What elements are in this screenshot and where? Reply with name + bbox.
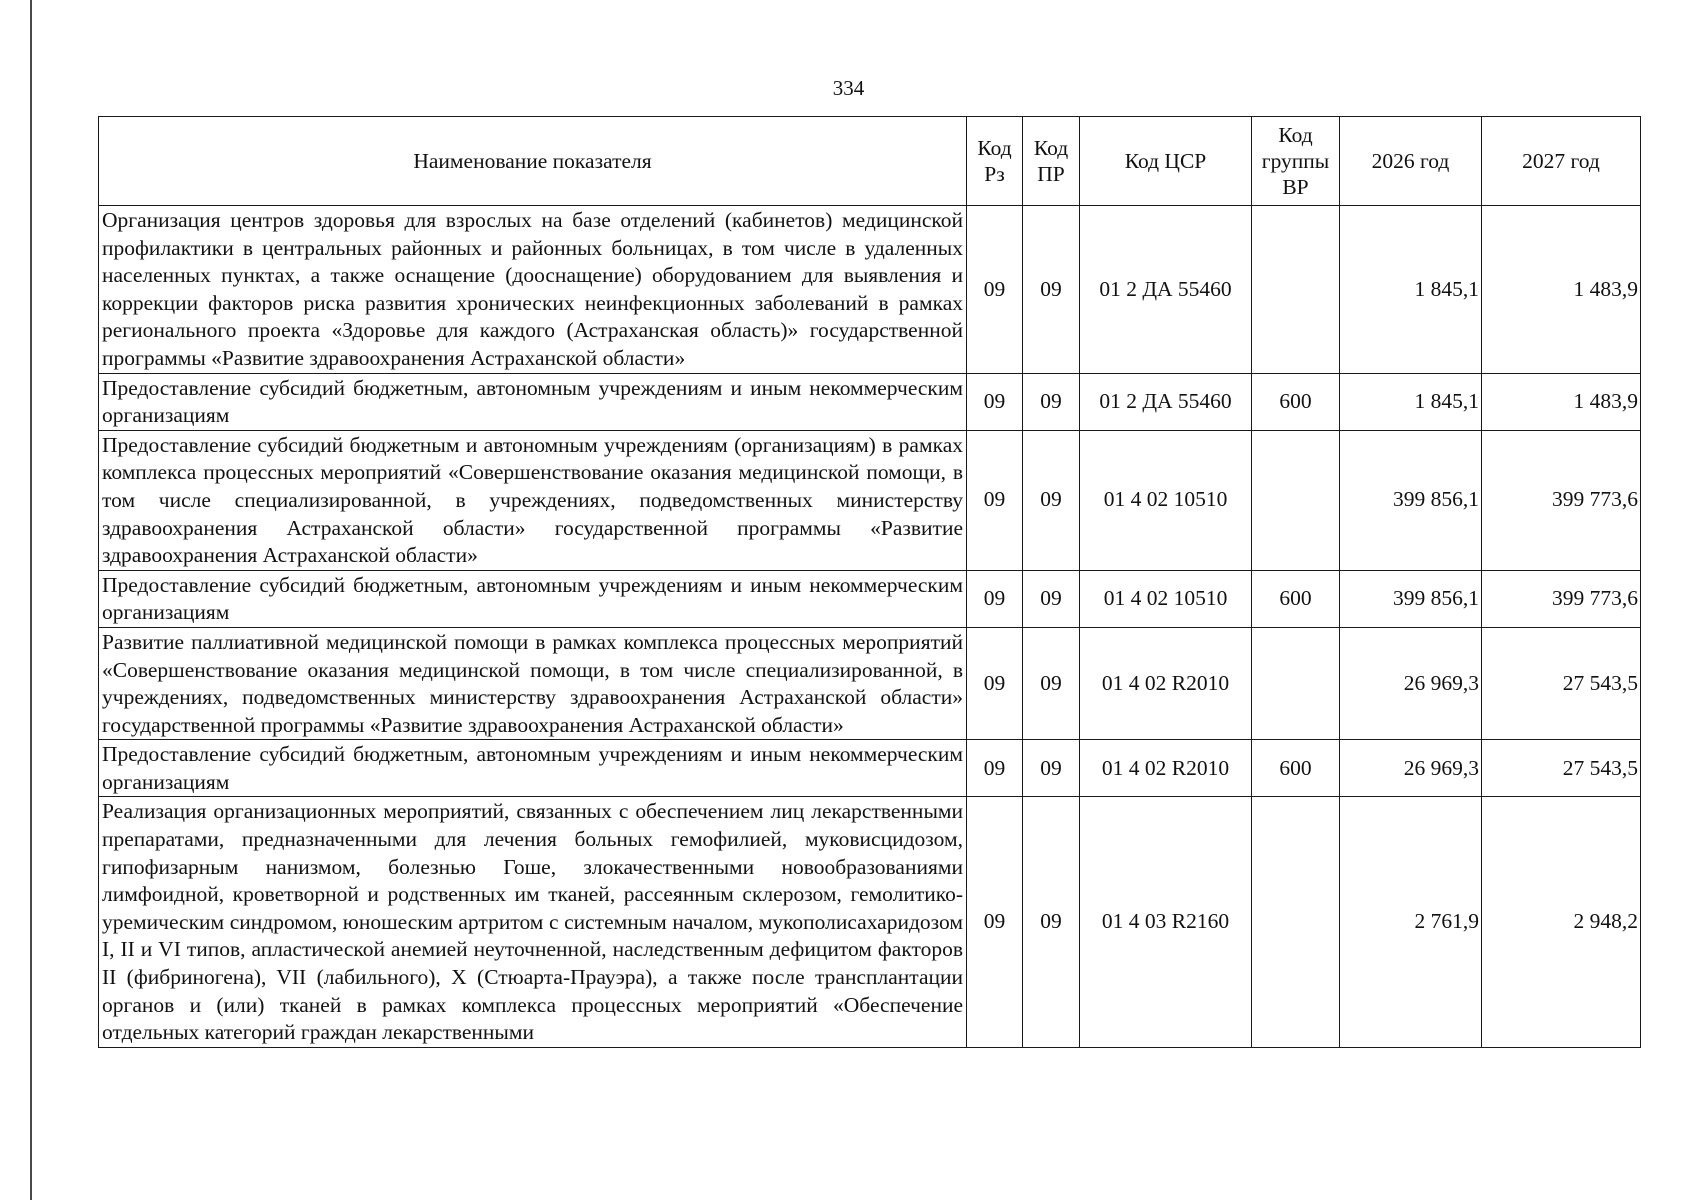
row-rz: 09 — [967, 797, 1023, 1047]
table-row — [99, 740, 1641, 797]
row-2027: 1 483,9 — [1482, 373, 1641, 430]
row-csr: 01 4 02 10510 — [1080, 570, 1252, 627]
row-2026: 399 856,1 — [1340, 570, 1482, 627]
row-2026: 1 845,1 — [1340, 373, 1482, 430]
row-2027: 399 773,6 — [1482, 570, 1641, 627]
row-name: Предоставление субсидий бюджетным, автономным учреждениям и иным некоммерческим организациям — [99, 373, 967, 430]
row-csr: 01 4 03 R2160 — [1080, 797, 1252, 1047]
header-2026: 2026 год — [1340, 117, 1482, 206]
row-name: Реализация организационных мероприятий, связанных с обеспечением лиц лекарственными препаратами, предназначенными для лечения больных гемофилией, муковисцидозом, гипофизарным нанизмом, болезнью Гоше, злокачественными новообразованиями лимфоидной, кроветворной и родственных им тканей, рассеянным склерозом, гемолитико-уремическим синдромом, юношеским артритом с системным началом, мукополисахаридозом I, II и VI типов, апластической анемией неуточненной, наследственным дефицитом факторов II (фибриногена), VII (лабильного), X (Стюарта-Прауэра), а также после трансплантации органов и (или) тканей в рамках комплекса процессных мероприятий «Обеспечение отдельных категорий граждан лекарственными — [99, 797, 967, 1047]
row-pr: 09 — [1023, 627, 1080, 739]
row-pr: 09 — [1023, 430, 1080, 570]
row-vr — [1252, 797, 1340, 1047]
row-csr: 01 4 02 R2010 — [1080, 627, 1252, 739]
row-pr: 09 — [1023, 740, 1080, 797]
table-row — [99, 206, 1641, 374]
header-rz-line2: Рз — [984, 162, 1005, 186]
header-rz — [967, 117, 1023, 206]
row-2027: 2 948,2 — [1482, 797, 1641, 1047]
row-rz: 09 — [967, 570, 1023, 627]
row-pr: 09 — [1023, 797, 1080, 1047]
row-rz: 09 — [967, 373, 1023, 430]
header-csr: Код ЦСР — [1080, 117, 1252, 206]
table-row — [99, 430, 1641, 570]
page-number: 334 — [832, 76, 865, 100]
header-2027: 2027 год — [1482, 117, 1641, 206]
row-rz: 09 — [967, 627, 1023, 739]
row-name: Предоставление субсидий бюджетным, автономным учреждениям и иным некоммерческим организациям — [99, 740, 967, 797]
table-row — [99, 570, 1641, 627]
row-name: Развитие паллиативной медицинской помощи в рамках комплекса процессных мероприятий «Совершенствование оказания медицинской помощи, в том числе специализированной, в учреждениях, подведомственных министерству здравоохранения Астраханской области» государственной программы «Развитие здравоохранения Астраханской области» — [99, 627, 967, 739]
row-csr: 01 2 ДА 55460 — [1080, 373, 1252, 430]
row-vr — [1252, 430, 1340, 570]
table-row — [99, 627, 1641, 739]
row-2027: 27 543,5 — [1482, 740, 1641, 797]
row-pr: 09 — [1023, 206, 1080, 374]
row-2027: 1 483,9 — [1482, 206, 1641, 374]
row-csr: 01 2 ДА 55460 — [1080, 206, 1252, 374]
header-pr — [1023, 117, 1080, 206]
row-2026: 26 969,3 — [1340, 740, 1482, 797]
header-pr-line1: Код — [1033, 136, 1069, 160]
row-2026: 2 761,9 — [1340, 797, 1482, 1047]
table-row — [99, 373, 1641, 430]
header-vr — [1252, 117, 1340, 206]
row-rz: 09 — [967, 740, 1023, 797]
row-2027: 399 773,6 — [1482, 430, 1641, 570]
budget-table — [98, 116, 1641, 1048]
header-name: Наименование показателя — [99, 117, 967, 206]
row-pr: 09 — [1023, 570, 1080, 627]
row-csr: 01 4 02 10510 — [1080, 430, 1252, 570]
row-name: Предоставление субсидий бюджетным и автономным учреждениям (организациям) в рамках комплекса процессных мероприятий «Совершенствование оказания медицинской помощи, в том числе специализированной, в учреждениях, подведомственных министерству здравоохранения Астраханской области» государственной программы «Развитие здравоохранения Астраханской области» — [99, 430, 967, 570]
header-rz-line1: Код — [977, 136, 1012, 160]
scan-edge-line — [30, 0, 32, 1200]
row-2026: 26 969,3 — [1340, 627, 1482, 739]
header-vr-line3: ВР — [1282, 175, 1309, 199]
header-pr-line2: ПР — [1037, 162, 1065, 186]
row-name: Предоставление субсидий бюджетным, автономным учреждениям и иным некоммерческим организациям — [99, 570, 967, 627]
header-vr-line1: Код — [1278, 123, 1313, 147]
row-vr: 600 — [1252, 373, 1340, 430]
header-vr-line2: группы — [1261, 149, 1330, 173]
row-2026: 399 856,1 — [1340, 430, 1482, 570]
row-2027: 27 543,5 — [1482, 627, 1641, 739]
row-rz: 09 — [967, 206, 1023, 374]
table-header-row — [99, 117, 1641, 206]
row-pr: 09 — [1023, 373, 1080, 430]
row-rz: 09 — [967, 430, 1023, 570]
row-name: Организация центров здоровья для взрослых на базе отделений (кабинетов) медицинской профилактики в центральных районных и районных больницах, в том числе в удаленных населенных пунктах, а также оснащение (дооснащение) оборудованием для выявления и коррекции факторов риска развития хронических неинфекционных заболеваний в рамках регионального проекта «Здоровье для каждого (Астраханская область)» государственной программы «Развитие здравоохранения Астраханской области» — [99, 206, 967, 374]
row-vr: 600 — [1252, 740, 1340, 797]
row-vr — [1252, 627, 1340, 739]
row-2026: 1 845,1 — [1340, 206, 1482, 374]
row-vr: 600 — [1252, 570, 1340, 627]
row-vr — [1252, 206, 1340, 374]
row-csr: 01 4 02 R2010 — [1080, 740, 1252, 797]
table-row — [99, 797, 1641, 1047]
